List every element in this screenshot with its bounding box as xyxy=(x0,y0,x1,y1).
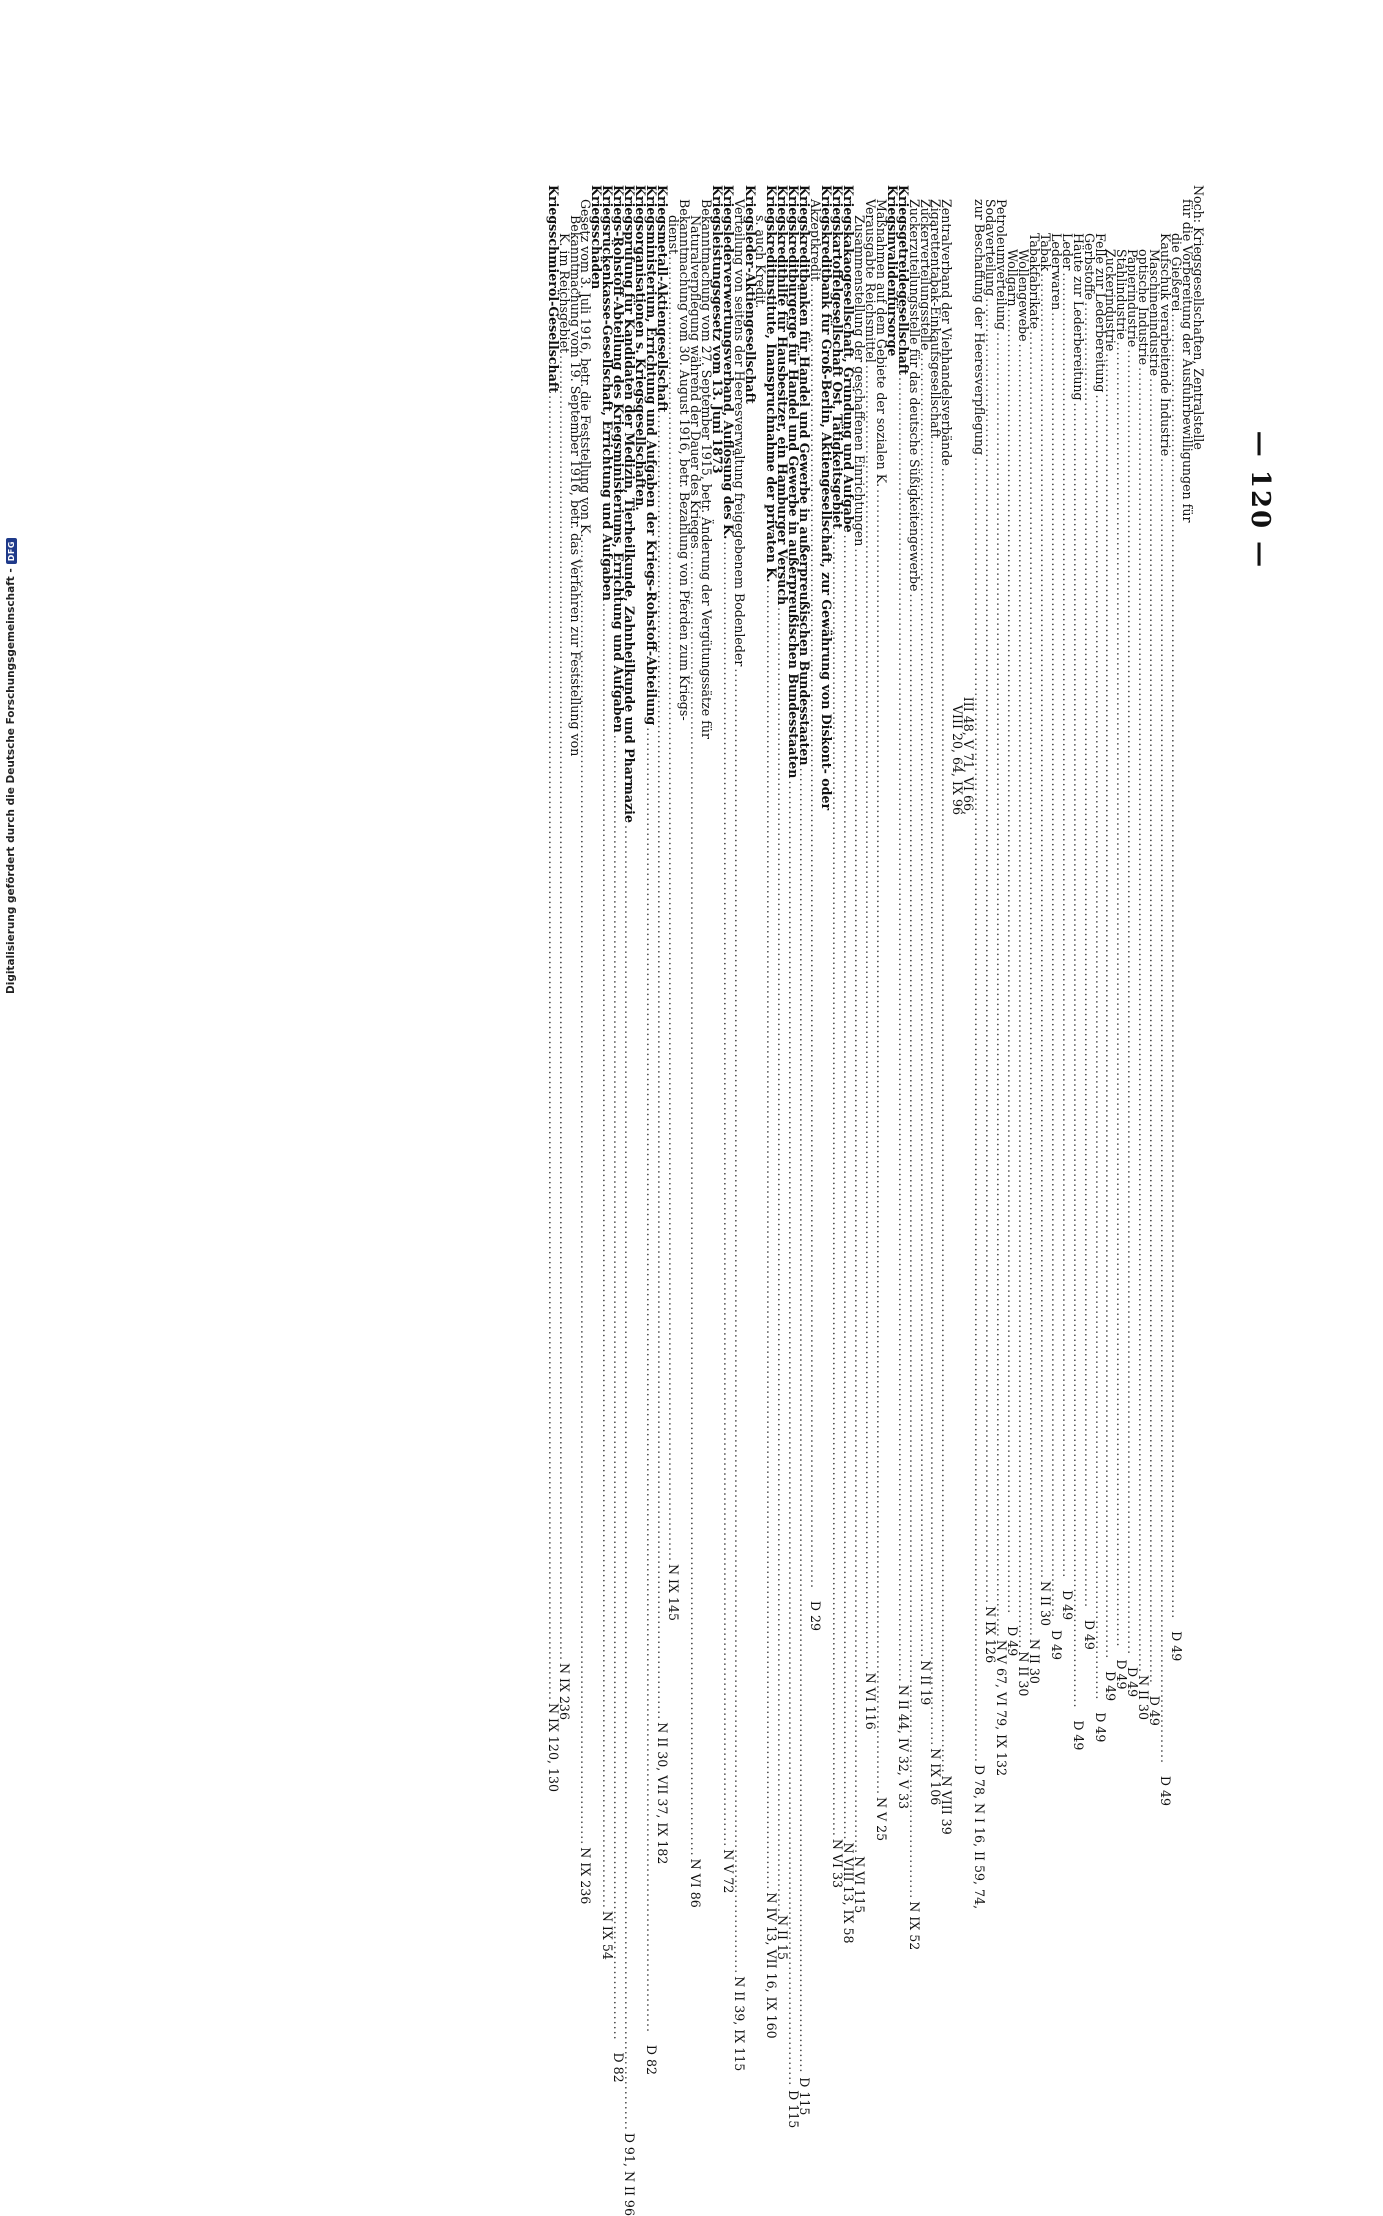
page-number: — 120 — xyxy=(1245,430,1275,570)
entry-reference: N IX 126 xyxy=(983,1606,999,1664)
entry-text: Kriegskakaogesellschaft, Gründung und Aufgabe xyxy=(841,185,856,533)
entry-reference: N V 67, VI 79, IX 132 xyxy=(994,1639,1010,1777)
dot-leader xyxy=(722,539,733,1849)
entry-reference: D 49 xyxy=(1048,1629,1064,1661)
entry-text: Kriegsleder-Aktiengesellschaft xyxy=(742,185,758,404)
entry-text: Lederwaren xyxy=(1048,233,1064,311)
entry-reference: D 91, N II 96 xyxy=(622,2132,638,2216)
entry-text: Kriegsinvalidenfürsorge xyxy=(884,185,900,357)
entry-reference: D 82 xyxy=(611,2052,627,2083)
index-heading-entry xyxy=(545,185,561,1793)
entry-reference: N V 72 xyxy=(720,1849,736,1894)
entry-text: Kriegsschäden xyxy=(589,185,605,290)
entry-reference: N II 30 xyxy=(1037,1580,1053,1626)
entry-reference: D 49 xyxy=(1114,1659,1130,1690)
entry-text: Kriegskreditbürgerge für Handel und Gewerbe in außerpreußischen Bundesstaaten xyxy=(786,185,802,779)
entry-reference: D 115 xyxy=(797,2077,813,2116)
entry-text: die Gießerei xyxy=(1169,233,1185,312)
entry-text: Bekanntmachung vom 27. September 1915, betr. Änderung der Vergütungssätze für xyxy=(698,199,714,739)
entry-text: Kriegslederverwertungsverband, Auflösung des K. xyxy=(720,185,736,540)
entry-reference: D 49 xyxy=(1103,1671,1119,1702)
entry-reference: D 49 xyxy=(1092,1712,1108,1743)
entry-reference: N II 39, IX 115 xyxy=(731,1976,747,2072)
entry-text: Gerbstoffe xyxy=(1081,233,1097,301)
entry-text: Papierindustrie xyxy=(1125,249,1141,348)
dot-leader xyxy=(547,393,558,1703)
entry-text: Verausgabte Reichsmittel xyxy=(862,199,878,363)
entry-text: Leder xyxy=(1059,233,1075,271)
entry-text: Kriegskartoffelgesellschaft Ost, Tätigkeitsgebiet xyxy=(830,185,846,529)
entry-reference: N II 44, IV 32, V 33 xyxy=(895,1684,911,1810)
entry-text: Gesetz vom 3. Juli 1916, betr. die Feststellung von K. xyxy=(578,199,594,538)
entry-text: Zusammenstellung der geschaffenen Einrichtungen xyxy=(851,215,867,547)
entry-reference: D 49 xyxy=(1125,1667,1141,1698)
entry-reference: N VI 116 xyxy=(862,1672,878,1730)
entry-text: Naturalverpflegung während der Dauer des Krieges xyxy=(687,215,703,549)
entry-reference: D 78, N I 16, II 59, 74, xyxy=(972,1764,988,1910)
entry-reference: D 49 xyxy=(1081,1619,1097,1650)
entry-text: Petroleumverteilung xyxy=(994,199,1010,330)
entry-text: Wollengewebe xyxy=(1016,249,1031,342)
dot-leader xyxy=(973,455,984,1765)
dot-leader xyxy=(689,549,700,1859)
dot-leader xyxy=(601,601,612,1911)
entry-reference: N VIII 13, IX 58 xyxy=(841,1842,856,1944)
entry-text: optische Industrie xyxy=(1136,249,1152,366)
entry-reference: N IX 106 xyxy=(928,1748,944,1806)
index-list xyxy=(545,185,1206,2216)
entry-reference: D 49 xyxy=(1158,1775,1174,1806)
entry-text: Kriegsschmieröl-Gesellschaft xyxy=(545,185,561,394)
entry-reference: N IX 236 xyxy=(556,1662,572,1720)
entry-reference: D 29 xyxy=(808,1600,824,1632)
entry-text: Kriegsprüfung für Kandidaten der Medizin, Tierheilkunde, Zahnheilkunde und Pharmazie xyxy=(622,185,638,823)
entry-text: zur Beschaffung der Heeresverpflegung xyxy=(972,199,988,456)
entry-text: Zentralverband der Viehhandelsverbände xyxy=(939,199,955,466)
entry-text: Bekanntmachung vom 19. September 1916, betr. das Verfahren zur Feststellung von xyxy=(567,215,583,757)
footer-text: Digitalisierung gefördert durch die Deutsche Forschungsgemeinschaft - xyxy=(5,568,17,994)
entry-text: Kriegskreditbanken für Handel und Gewerbe in außerpreußischen Bundesstaaten xyxy=(797,185,813,766)
entry-text: Noch: Kriegsgesellschaften, Zentralstelle xyxy=(1191,185,1206,450)
dfg-logo: DFG xyxy=(6,538,17,564)
entry-text: Kriegsministerium, Errichtung und Aufgaben der Kriegs-Rohstoff-Abteilung xyxy=(644,185,660,726)
entry-text: für die Vorbereitung der Ausfuhrbewilligungen für xyxy=(1180,199,1196,523)
entry-reference: N VI 33 xyxy=(830,1838,846,1888)
index-ref-continuation: VIII 20, 64, IX 96 xyxy=(950,704,966,815)
entry-text: Kaufschuk verarbeitende Industrie xyxy=(1158,233,1174,457)
entry-text: Zuckerverteilungsstelle xyxy=(917,199,933,351)
entry-text: Sodaverteilung xyxy=(983,199,999,297)
entry-text: Tabakfabrikate xyxy=(1026,233,1042,330)
entry-text: Wollgarn xyxy=(1005,249,1021,307)
entry-text: K. im Reichsgebiet xyxy=(556,233,572,354)
entry-text: Kriegskreditbank für Groß-Berlin, Aktiengesellschaft, zur Gewährung von Diskont- oder xyxy=(819,185,835,811)
entry-text: Kriegsgetreidegesellschaft xyxy=(895,185,911,375)
entry-text: dienst xyxy=(666,215,681,255)
entry-reference: N IX 54 xyxy=(600,1910,616,1960)
entry-text: Kriegskreditinstitute, Inanspruchnahme der privaten K. xyxy=(764,185,780,583)
entry-reference: N IX 52 xyxy=(906,1901,922,1951)
entry-reference: D 49 xyxy=(1070,1720,1086,1751)
entry-text: Stahlindustrie xyxy=(1114,249,1130,340)
entry-text: Kriegsleistungsgesetz vom 13. Juni 1873 xyxy=(709,185,725,474)
entry-text: Zuckerindustrie xyxy=(1103,249,1119,352)
entry-reference: N VIII 39 xyxy=(939,1775,955,1835)
index-ref-continuation: III 48, V 71, VI 66, xyxy=(961,696,977,815)
entry-reference: N IX 145 xyxy=(666,1564,681,1622)
entry-text: Häute zur Lederbereitung xyxy=(1070,233,1086,401)
entry-reference: N VI 86 xyxy=(687,1858,703,1908)
entry-text: Kriegskredithilfe für Hausbesitzer, ein Hamburger Versuch xyxy=(775,185,791,606)
entry-text: Maschinenindustrie xyxy=(1147,249,1163,377)
dot-leader xyxy=(766,583,777,1893)
entry-reference: N IX 120, 130 xyxy=(545,1702,561,1793)
entry-reference: D 115 xyxy=(786,2090,802,2129)
entry-reference: N II 30, VII 37, IX 182 xyxy=(655,1722,671,1865)
entry-reference: N II 30 xyxy=(1136,1674,1152,1720)
entry-reference: D 49 xyxy=(1147,1695,1163,1726)
entry-reference: N II 15 xyxy=(775,1915,791,1961)
entry-text: Verteilung von seitens der Heeresverwaltung freigegebenem Bodenleder xyxy=(731,199,747,667)
entry-text: Kriegsmetall-Aktiengesellschaft xyxy=(655,185,671,413)
entry-text: Tabak xyxy=(1037,233,1053,272)
entry-reference: N II 19 xyxy=(917,1660,933,1706)
dot-leader xyxy=(645,725,656,2035)
entry-reference: N IX 236 xyxy=(578,1847,594,1905)
entry-text: Kriegsrückenkasse-Gesellschaft, Errichtung und Aufgaben xyxy=(600,185,616,602)
entry-text: s. auch Kredit. xyxy=(753,215,769,309)
entry-text: Kriegsorganisationen s. Kriegsgesellschaften. xyxy=(633,185,649,511)
entry-text: Bekanntmachung vom 30. August 1916, betr. Bezahlung von Pferden zum Kriegs- xyxy=(676,199,692,721)
entry-reference: D 82 xyxy=(644,2044,660,2076)
entry-text: Akzeptkredit xyxy=(808,199,824,282)
entry-reference: D 49 xyxy=(1059,1590,1075,1621)
entry-reference: N IV 13, VII 16, IX 160 xyxy=(764,1892,780,2039)
entry-text: Kriegs-Rohstoff-Abteilung des Kriegsministeriums, Errichtung und Aufgaben xyxy=(611,185,627,733)
entry-reference: N II 30 xyxy=(1026,1638,1042,1684)
entry-text: Maßnahmen auf dem Gebiete der sozialen K. xyxy=(873,199,889,488)
entry-reference: N VI 115 xyxy=(851,1856,867,1914)
entry-reference: D 49 xyxy=(1169,1631,1185,1662)
dot-leader xyxy=(897,375,908,1685)
entry-reference: N V 25 xyxy=(873,1796,889,1842)
entry-reference: D 49 xyxy=(1005,1626,1021,1657)
entry-text: Felle zur Lederbereitung xyxy=(1092,233,1108,393)
entry-text: Zuckerzuteilungsstelle für das deutsche Süßigkeitengewerbe xyxy=(906,199,922,592)
entry-reference: N II 30 xyxy=(1016,1651,1031,1697)
entry-text: Zigarettentabak-Einkaufsgesellschaft xyxy=(928,199,944,439)
digitization-footer xyxy=(4,541,18,994)
